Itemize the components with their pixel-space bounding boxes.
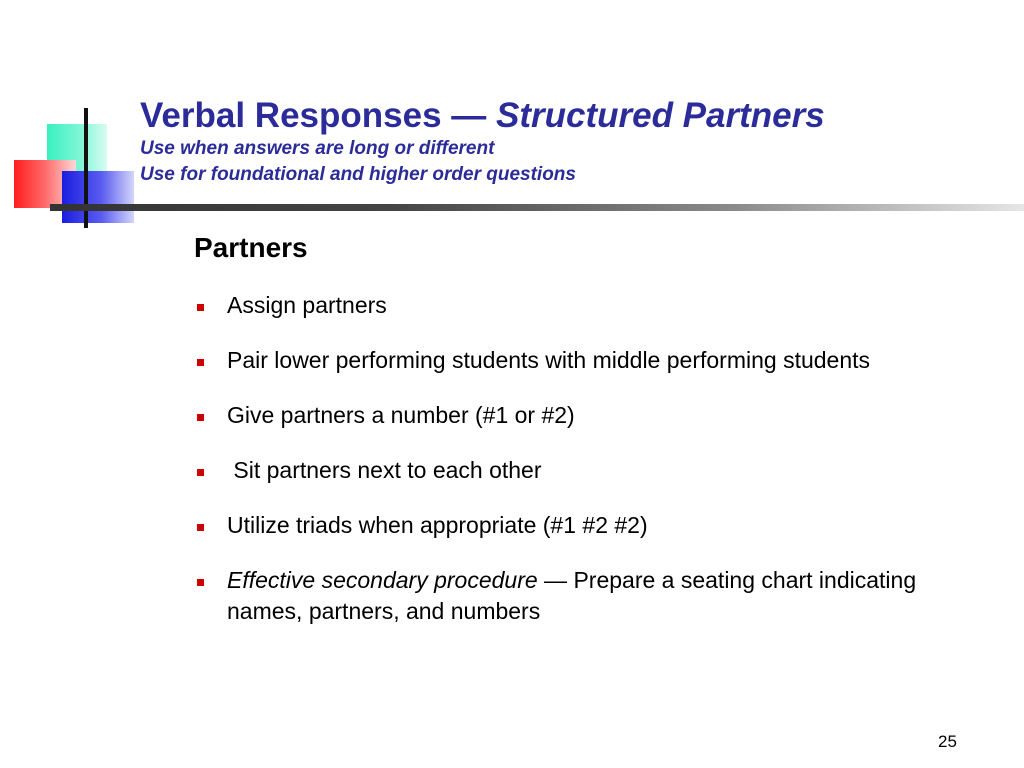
decorative-blue-square bbox=[62, 171, 134, 223]
section-heading: Partners bbox=[194, 232, 308, 263]
bullet-text: — Prepare a seating chart indicating names, partners, and numbers bbox=[227, 567, 917, 624]
bullet-text: Sit partners next to each other bbox=[227, 457, 542, 483]
bullet-square-icon bbox=[197, 579, 204, 586]
bullet-item bbox=[194, 455, 984, 486]
slide-subtitle-line-2: Use for foundational and higher order questions bbox=[140, 164, 576, 185]
bullet-text: Utilize triads when appropriate (#1 #2 #2) bbox=[227, 512, 648, 538]
bullet-square-icon bbox=[197, 304, 204, 311]
bullet-list bbox=[194, 290, 984, 627]
bullet-item bbox=[194, 345, 984, 376]
bullet-item bbox=[194, 400, 984, 431]
slide-title-main: Verbal Responses — bbox=[140, 96, 496, 135]
bullet-item bbox=[194, 510, 984, 541]
bullet-item bbox=[194, 565, 984, 627]
slide-title-block bbox=[140, 96, 825, 188]
slide-title-italic: Structured Partners bbox=[495, 96, 825, 135]
bullet-item bbox=[194, 290, 984, 321]
bullet-text: Assign partners bbox=[227, 292, 387, 318]
bullet-square-icon bbox=[197, 359, 204, 366]
page-number: 25 bbox=[938, 732, 957, 751]
title-underline-divider bbox=[50, 204, 1024, 211]
bullet-square-icon bbox=[197, 524, 204, 531]
bullet-text: Pair lower performing students with middle performing students bbox=[227, 347, 871, 373]
bullet-square-icon bbox=[197, 414, 204, 421]
bullet-text-italic: Effective secondary procedure bbox=[227, 567, 538, 593]
slide-title bbox=[140, 96, 825, 136]
slide-subtitle-line-1: Use when answers are long or different bbox=[140, 138, 495, 159]
bullet-text: Give partners a number (#1 or #2) bbox=[227, 402, 575, 428]
bullet-square-icon bbox=[197, 469, 204, 476]
